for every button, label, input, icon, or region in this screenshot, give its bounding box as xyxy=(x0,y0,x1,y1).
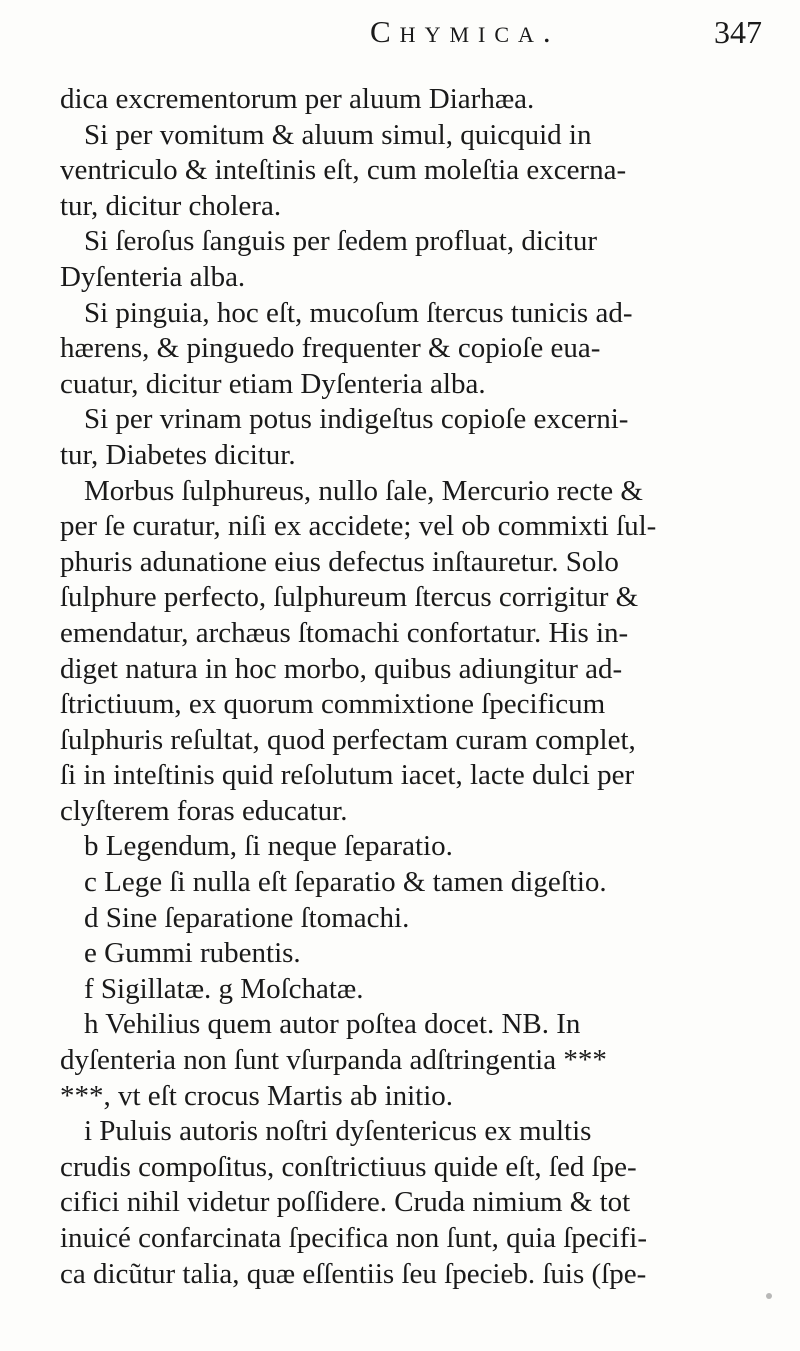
footnote-line: b Legendum, ſi neque ſeparatio. xyxy=(84,830,453,863)
text-line: Si per vrinam potus indigeſtus copioſe excerni- xyxy=(84,403,629,436)
text-line: ſulphure perfecto, ſulphureum ſtercus corrigitur & xyxy=(60,581,639,614)
footnote-line: ***, vt eſt crocus Martis ab initio. xyxy=(60,1079,454,1112)
body-text xyxy=(60,82,780,1292)
text-line: dica excrementorum per aluum Diarhæa. xyxy=(60,83,535,115)
text-line: Si pinguia, hoc eſt, mucoſum ſtercus tunicis ad- xyxy=(84,296,633,329)
text-line: diget natura in hoc morbo, quibus adiungitur ad- xyxy=(60,652,623,685)
text-line: ſulphuris reſultat, quod perfectam curam complet, xyxy=(60,723,636,756)
footnote-line: ca dicũtur talia, quæ eſſentiis ſeu ſpecieb. ſuis (ſpe- xyxy=(60,1257,647,1290)
footnote-line: crudis compoſitus, conſtrictiuus quide eſt, ſed ſpe- xyxy=(60,1150,637,1183)
text-line: hærens, & pinguedo frequenter & copioſe eua- xyxy=(60,332,601,365)
running-title: Chymica. xyxy=(370,14,560,49)
text-line: ſtrictiuum, ex quorum commixtione ſpecificum xyxy=(60,688,606,721)
text-line: ſi in inteſtinis quid reſolutum iacet, lacte dulci per xyxy=(60,759,635,792)
ink-spot xyxy=(766,1293,772,1299)
text-line: phuris adunatione eius defectus inſtauretur. Solo xyxy=(60,545,619,578)
footnote-line: d Sine ſeparatione ſtomachi. xyxy=(84,901,410,934)
text-line: emendatur, archæus ſtomachi confortatur. His in- xyxy=(60,616,629,649)
footnote-line: dyſenteria non ſunt vſurpanda adſtringentia *** xyxy=(60,1044,607,1077)
text-line: Si ſeroſus ſanguis per ſedem profluat, dicitur xyxy=(84,225,598,258)
footnote-line: h Vehilius quem autor poſtea docet. NB. In xyxy=(84,1008,581,1041)
text-line: tur, dicitur cholera. xyxy=(60,189,282,222)
footnote-line: c Lege ſi nulla eſt ſeparatio & tamen digeſtio. xyxy=(84,866,607,899)
page-number: 347 xyxy=(714,14,762,50)
footnote-line: cifici nihil videtur poſſidere. Cruda nimium & tot xyxy=(60,1186,631,1219)
footnote-line: inuicé confarcinata ſpecifica non ſunt, quia ſpecifi- xyxy=(60,1222,647,1254)
text-line: Si per vomitum & aluum simul, quicquid in xyxy=(84,118,592,151)
page-header xyxy=(60,6,780,56)
text-line: Morbus ſulphureus, nullo ſale, Mercurio recte & xyxy=(84,474,643,507)
text-line: tur, Diabetes dicitur. xyxy=(60,438,296,471)
footnote-line: i Puluis autoris noſtri dyſentericus ex multis xyxy=(84,1115,592,1148)
text-line: clyſterem foras educatur. xyxy=(60,794,348,827)
text-line: cuatur, dicitur etiam Dyſenteria alba. xyxy=(60,367,486,400)
footnote-line: e Gummi rubentis. xyxy=(84,937,301,970)
text-line: per ſe curatur, niſi ex accidete; vel ob commixti ſul- xyxy=(60,510,657,543)
text-line: ventriculo & inteſtinis eſt, cum moleſtia excerna- xyxy=(60,154,627,187)
text-line: Dyſenteria alba. xyxy=(60,260,246,293)
footnote-line: f Sigillatæ. g Moſchatæ. xyxy=(84,972,364,1005)
